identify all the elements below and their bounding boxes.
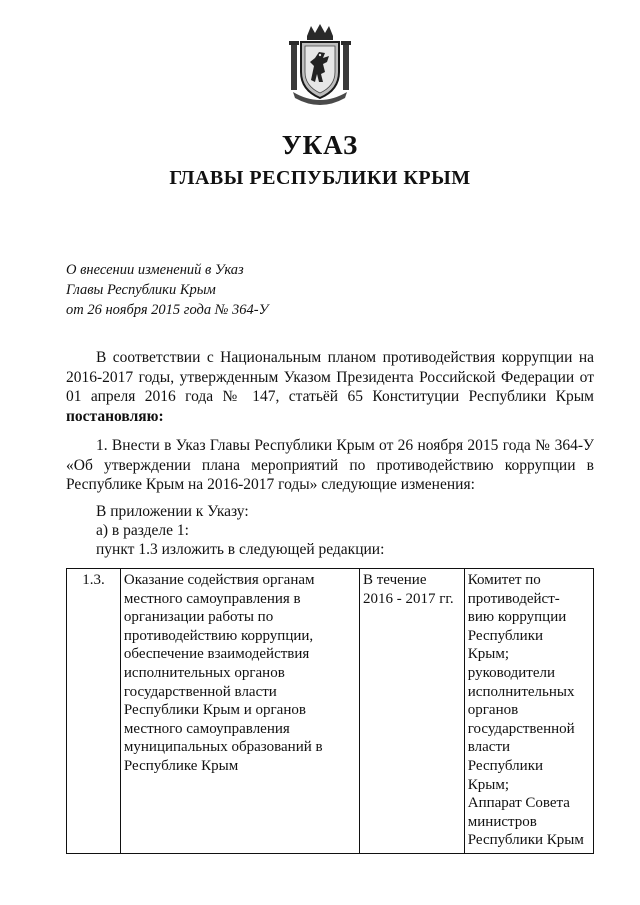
- responsible-line: власти: [467, 739, 511, 756]
- action-line: Оказание содействия органам: [123, 572, 315, 588]
- action-line: государственной власти: [123, 683, 277, 700]
- responsible-line: Крым;: [467, 646, 510, 663]
- responsible-cell: [464, 569, 593, 854]
- term-cell: [359, 569, 464, 854]
- responsible-line: министров: [467, 813, 537, 830]
- subject-line: от 26 ноября 2015 года № 364-У: [66, 302, 269, 318]
- document-subtitle: ГЛАВЫ РЕСПУБЛИКИ КРЫМ: [169, 167, 471, 189]
- table-row: [67, 569, 594, 854]
- action-line: противодействию коррупции,: [123, 627, 314, 644]
- amendment-table: [66, 568, 594, 854]
- action-line: Республике Крым: [123, 757, 239, 774]
- responsible-line: руководители: [467, 664, 556, 681]
- action-line: организации работы по: [123, 609, 274, 626]
- action-line: местного самоуправления: [123, 720, 290, 737]
- action-cell: [120, 569, 359, 854]
- action-line: Республики Крым и органов: [123, 702, 306, 719]
- item-number-cell: [67, 569, 121, 854]
- responsible-line: Республики: [467, 627, 544, 644]
- clause-1-text: 1. Внести в Указ Главы Республики Крым от 26 ноября 2015 года № 364-У «Об утверждении плана мероприятий по противодействию коррупции в Республике Крым на 2016-2017 годы» следующие изменения:: [66, 437, 594, 494]
- responsible-line: Аппарат Совета: [467, 795, 570, 812]
- action-line: местного самоуправления в: [123, 590, 301, 607]
- responsible-line: вию коррупции: [467, 609, 567, 626]
- responsible-line: органов: [467, 702, 519, 719]
- subject-line: О внесении изменений в Указ: [66, 262, 244, 278]
- amendment-intro: [66, 502, 594, 559]
- amendment-line: пункт 1.3 изложить в следующей редакции:: [96, 541, 385, 558]
- responsible-line: исполнительных: [467, 683, 575, 700]
- responsible-line: Республики Крым: [467, 832, 584, 849]
- subject-line: Главы Республики Крым: [66, 282, 216, 298]
- responsible-line: Комитет по: [467, 572, 541, 588]
- amendment-line: а) в разделе 1:: [96, 522, 189, 539]
- term-line: 2016 - 2017 гг.: [362, 590, 454, 607]
- responsible-line: государственной: [467, 720, 575, 737]
- preamble-text: В соответствии с Национальным планом противодействия коррупции на 2016-2017 годы, утвержденным Указом Президента Российской Федерации от 01 апреля 2016 года № 147, статьёй 65 Конституции Республики Крым: [66, 349, 594, 406]
- crimea-coat-of-arms-icon: [287, 22, 353, 106]
- term-line: В течение: [362, 572, 427, 588]
- resolution-word: постановляю:: [66, 407, 164, 425]
- responsible-line: противодейст-: [467, 590, 560, 607]
- clause-1-paragraph: [66, 436, 594, 495]
- preamble-paragraph: [66, 348, 594, 426]
- document-subject: [66, 260, 268, 320]
- responsible-line: Республики: [467, 757, 544, 774]
- amendment-line: В приложении к Указу:: [96, 503, 249, 520]
- responsible-line: Крым;: [467, 776, 510, 793]
- action-line: обеспечение взаимодействия: [123, 646, 310, 663]
- document-title: УКАЗ: [281, 130, 359, 160]
- action-line: муниципальных образований в: [123, 739, 323, 756]
- action-line: исполнительных органов: [123, 664, 285, 681]
- item-number: 1.3.: [82, 572, 105, 588]
